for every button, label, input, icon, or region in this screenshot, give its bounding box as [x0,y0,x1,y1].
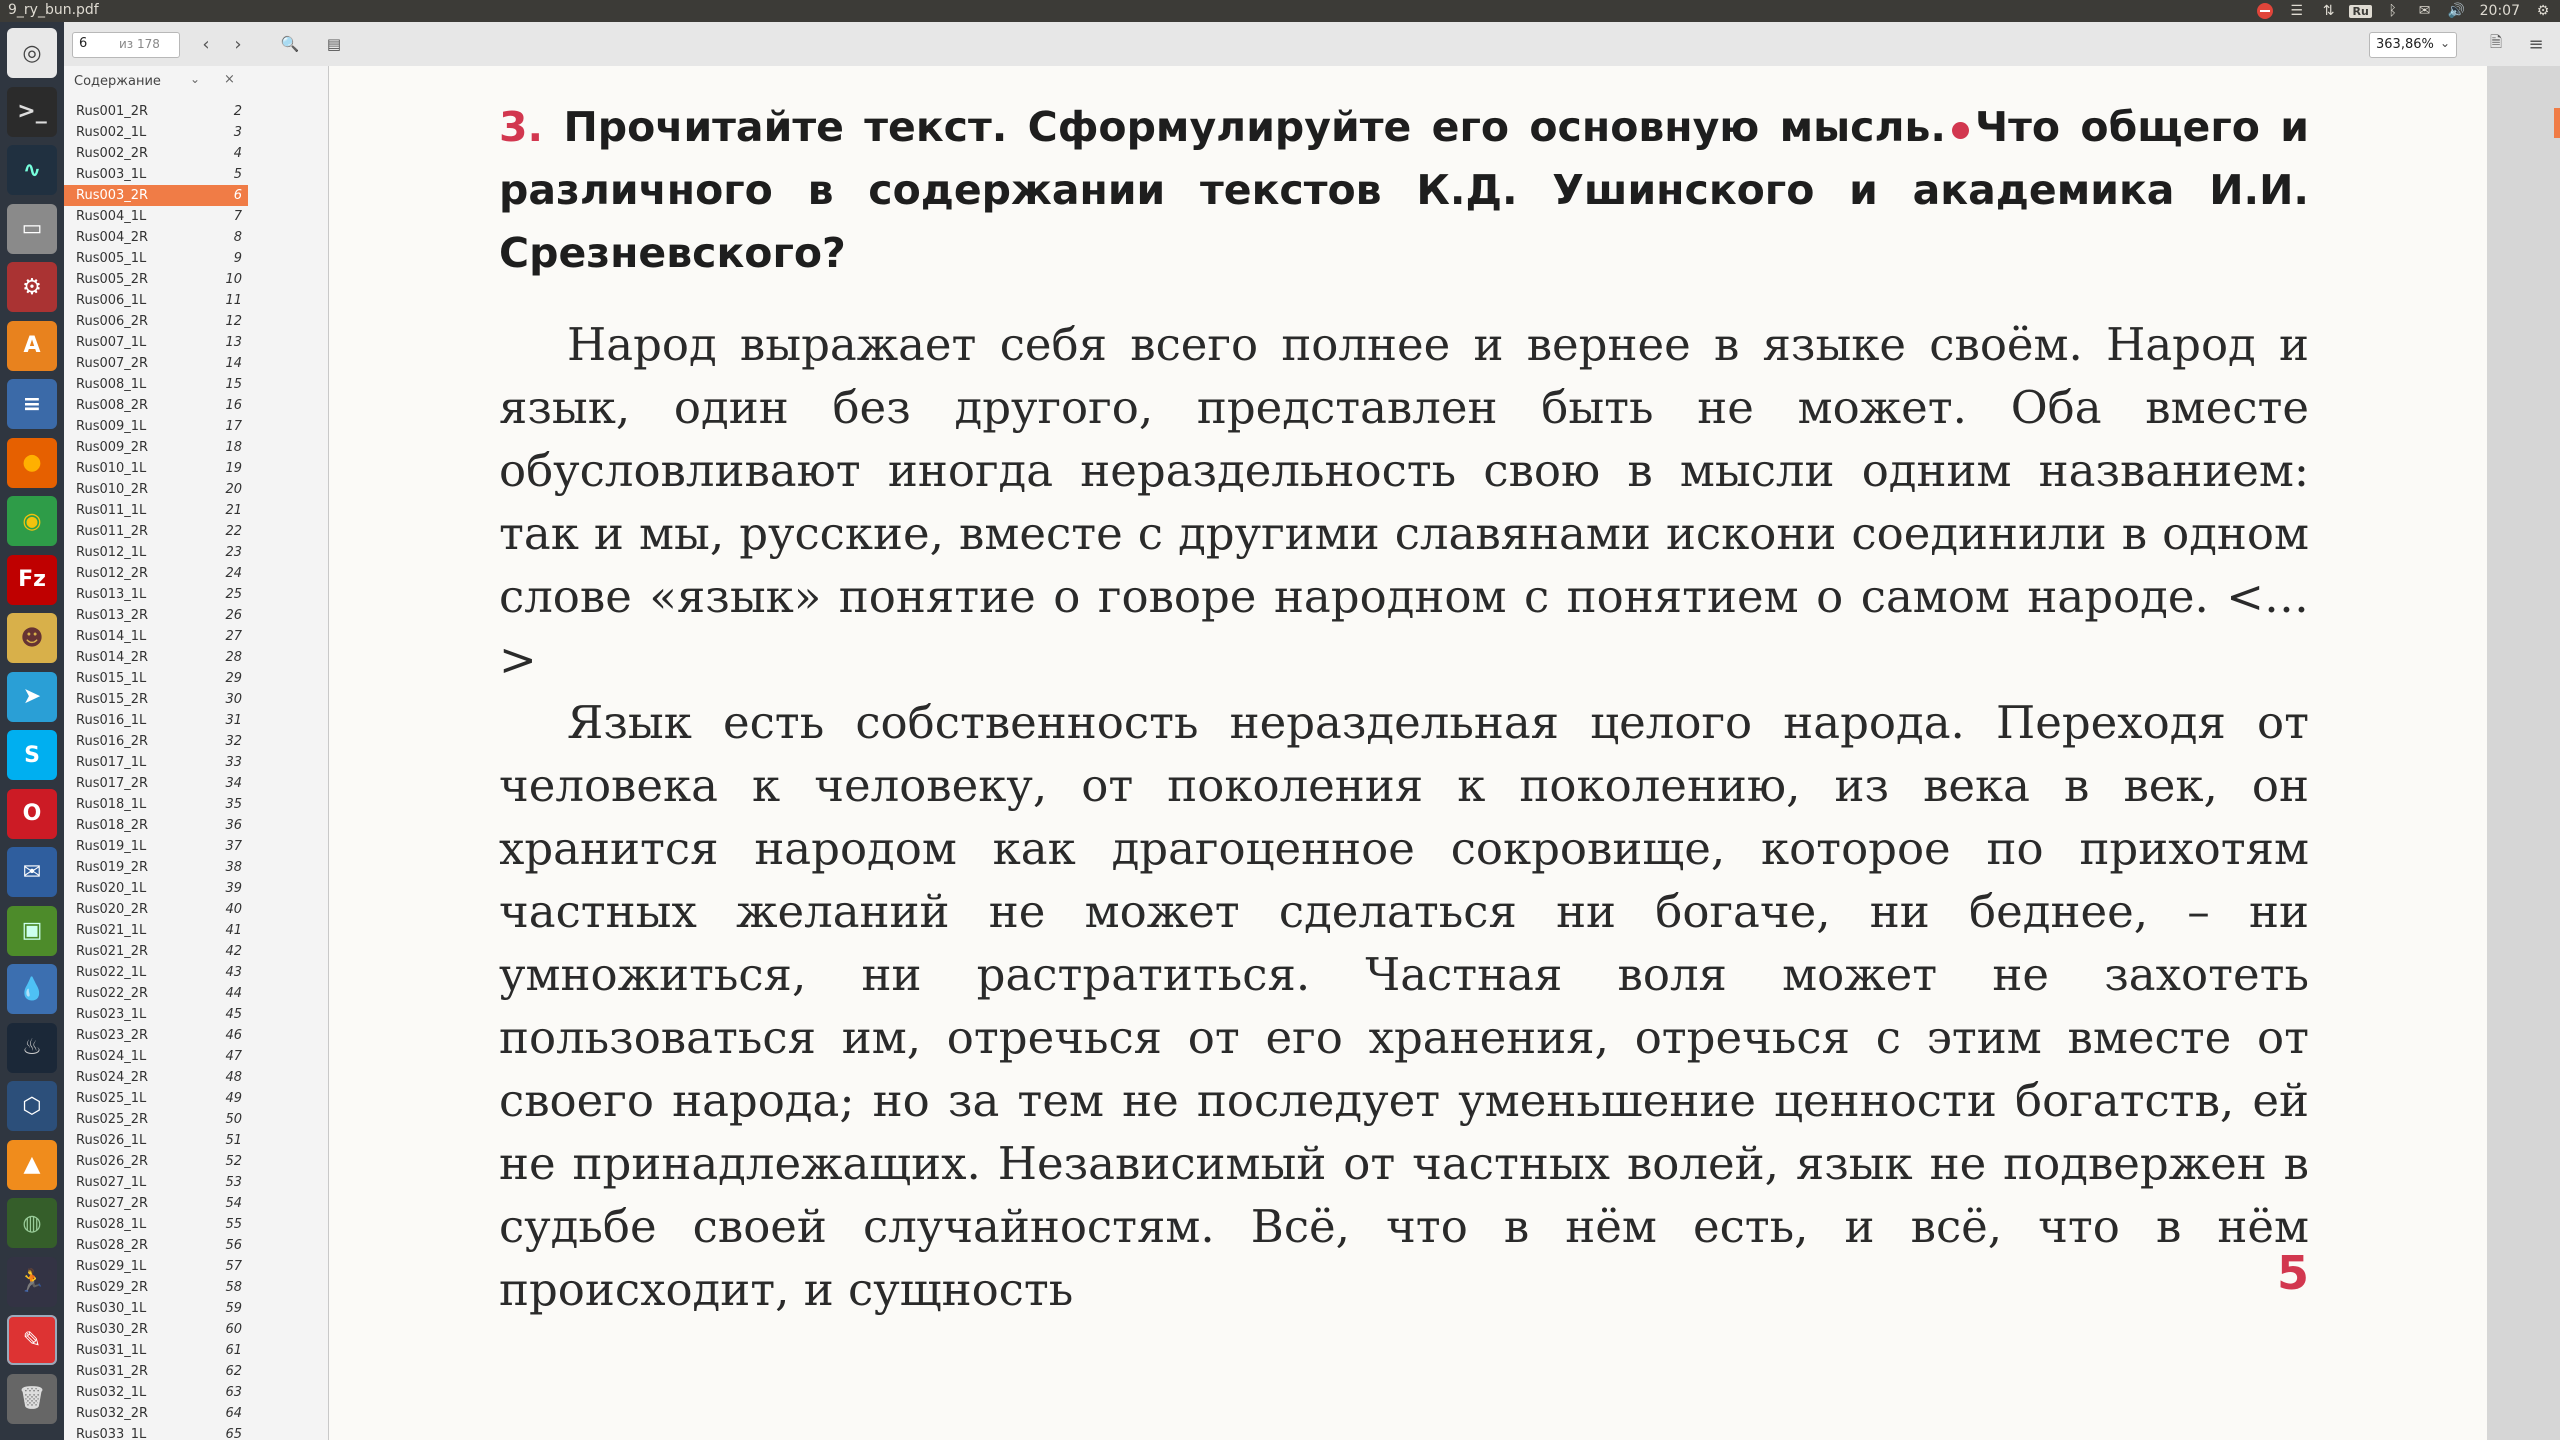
outline-item-label: Rus004_1L [76,209,147,224]
trash-icon[interactable]: 🗑 [7,1374,57,1424]
outline-item-label: Rus011_1L [76,503,147,518]
outline-item[interactable] [64,1046,248,1067]
outline-item-label: Rus015_2R [76,692,149,707]
outline-item-page: 37 [225,839,242,854]
outline-item[interactable] [64,962,248,983]
outline-item-page: 6 [233,188,242,203]
outline-item-label: Rus022_1L [76,965,147,980]
outline-item-label: Rus006_2R [76,314,149,329]
outline-item-page: 28 [225,650,242,665]
outline-item-label: Rus012_2R [76,566,149,581]
toolbar [64,22,2560,67]
outline-item-page: 4 [233,146,242,161]
outline-item-page: 59 [225,1301,242,1316]
outline-item[interactable] [64,185,248,206]
outline-item[interactable] [64,836,248,857]
outline-item-page: 38 [225,860,242,875]
outline-item[interactable] [64,752,248,773]
outline-item-label: Rus008_1L [76,377,147,392]
outline-item-label: Rus021_1L [76,923,147,938]
gpu-icon[interactable]: ▣ [7,906,57,956]
outline-item-label: Rus005_2R [76,272,149,287]
outline-item-page: 21 [225,503,242,518]
keyboard-layout-indicator[interactable]: Ru [2352,3,2370,19]
outline-item[interactable] [64,1382,248,1403]
outline-item-page: 64 [225,1406,242,1421]
outline-item-page: 32 [225,734,242,749]
outline-item-page: 24 [225,566,242,581]
outline-item[interactable] [64,269,248,290]
outline-item[interactable] [64,122,248,143]
outline-item-page: 11 [225,293,242,308]
outline-item-label: Rus026_1L [76,1133,147,1148]
outline-item-page: 53 [225,1175,242,1190]
do-not-disturb-icon[interactable] [2256,3,2274,19]
outline-item-label: Rus026_2R [76,1154,149,1169]
outline-item-page: 31 [225,713,242,728]
sidebar-title: Содержание [74,74,161,89]
outline-item[interactable] [64,332,248,353]
outline-item-page: 29 [225,671,242,686]
outline-item[interactable] [64,311,248,332]
outline-item[interactable] [64,1277,248,1298]
outline-item-page: 16 [225,398,242,413]
outline-item-label: Rus018_2R [76,818,149,833]
outline-item[interactable] [64,1424,248,1440]
opera-icon[interactable]: O [7,789,57,839]
outline-item-label: Rus005_1L [76,251,147,266]
outline-item-label: Rus024_1L [76,1049,147,1064]
outline-item[interactable] [64,626,248,647]
outline-item[interactable] [64,1130,248,1151]
outline-item-label: Rus019_1L [76,839,147,854]
outline-sidebar [64,66,329,1440]
outline-item-page: 61 [225,1343,242,1358]
outline-item-page: 36 [225,818,242,833]
outline-item[interactable] [64,941,248,962]
outline-item-page: 44 [225,986,242,1001]
outline-item-page: 57 [225,1259,242,1274]
outline-item-label: Rus015_1L [76,671,147,686]
page-number-input[interactable] [72,32,180,58]
outline-item[interactable] [64,584,248,605]
outline-item-page: 20 [225,482,242,497]
outline-item[interactable] [64,1151,248,1172]
software-center-icon[interactable]: A [7,321,57,371]
clock[interactable]: 20:07 [2479,3,2520,19]
outline-item-label: Rus001_2R [76,104,149,119]
game-icon[interactable]: 🏃 [7,1257,57,1307]
outline-item-label: Rus031_2R [76,1364,149,1379]
search-icon: 🔍 [280,35,300,53]
outline-item[interactable] [64,1214,248,1235]
outline-item-page: 15 [225,377,242,392]
outline-item-label: Rus003_1L [76,167,147,182]
outline-item[interactable] [64,1235,248,1256]
outline-item-label: Rus008_2R [76,398,149,413]
outline-item-label: Rus016_2R [76,734,149,749]
outline-item[interactable] [64,920,248,941]
outline-item-page: 3 [233,125,242,140]
outline-item[interactable] [64,710,248,731]
outline-item-label: Rus030_1L [76,1301,147,1316]
scrollbar-indicator[interactable] [2554,108,2560,138]
outline-item[interactable] [64,353,248,374]
outline-item-label: Rus017_1L [76,755,147,770]
outline-item-page: 22 [225,524,242,539]
mail-icon[interactable]: ✉ [2418,3,2431,19]
outline-item[interactable] [64,1361,248,1382]
outline-item-page: 60 [225,1322,242,1337]
task-heading [499,96,2309,285]
outline-item-page: 33 [225,755,242,770]
outline-item[interactable] [64,731,248,752]
outline-item[interactable] [64,1109,248,1130]
outline-item-label: Rus009_2R [76,440,149,455]
outline-item[interactable] [64,1403,248,1424]
outline-item-label: Rus029_1L [76,1259,147,1274]
outline-item[interactable] [64,1298,248,1319]
outline-item[interactable] [64,878,248,899]
outline-item[interactable] [64,290,248,311]
outline-item[interactable] [64,1004,248,1025]
outline-item-label: Rus031_1L [76,1343,147,1358]
outline-item-page: 9 [233,251,242,266]
outline-item[interactable] [64,983,248,1004]
outline-item-label: Rus025_2R [76,1112,149,1127]
outline-item[interactable] [64,1025,248,1046]
chevron-left-icon: ‹ [202,33,210,55]
terminal-icon[interactable]: >_ [7,87,57,137]
bluetooth-icon[interactable]: ᛒ [2388,3,2397,19]
outline-item[interactable] [64,143,248,164]
outline-item-page: 10 [225,272,242,287]
outline-item-label: Rus032_2R [76,1406,149,1421]
next-page-button[interactable] [224,32,252,56]
outline-item-page: 18 [225,440,242,455]
outline-item-page: 56 [225,1238,242,1253]
page-count: из 178 [119,37,160,51]
outline-item-label: Rus020_1L [76,881,147,896]
outline-item[interactable] [64,1172,248,1193]
outline-item-page: 54 [225,1196,242,1211]
settings-icon[interactable]: ⚙ [7,262,57,312]
outline-item-page: 42 [225,944,242,959]
chevron-right-icon: › [234,33,242,55]
search-button[interactable] [276,32,304,56]
outline-item-page: 39 [225,881,242,896]
outline-item[interactable] [64,1256,248,1277]
outline-item-page: 27 [225,629,242,644]
outline-item-label: Rus022_2R [76,986,149,1001]
thunderbird-icon[interactable]: ✉ [7,847,57,897]
task-question: Что общего и различного в содержании текстов К.Д. Ушинского и академика И.И. Срезневского? [499,103,2310,277]
outline-item-label: Rus007_1L [76,335,147,350]
bullet-dot-icon [1952,122,1969,139]
outline-item-page: 35 [225,797,242,812]
outline-item[interactable] [64,164,248,185]
outline-item-page: 49 [225,1091,242,1106]
outline-item[interactable] [64,668,248,689]
outline-item[interactable] [64,374,248,395]
annotate-icon: 🗎 [2489,32,2503,51]
gear-icon[interactable]: ⚙ [2536,3,2550,19]
outline-item-page: 5 [233,167,242,182]
virtualbox-icon[interactable]: ⬡ [7,1081,57,1131]
outline-item-label: Rus019_2R [76,860,149,875]
outline-item[interactable] [64,479,248,500]
outline-item-label: Rus011_2R [76,524,149,539]
outline-item-label: Rus023_2R [76,1028,149,1043]
outline-item-page: 48 [225,1070,242,1085]
outline-item[interactable] [64,416,248,437]
annotations-button[interactable] [2482,32,2510,56]
document-view[interactable] [329,66,2560,1440]
outline-item[interactable] [64,1067,248,1088]
outline-item-label: Rus006_1L [76,293,147,308]
sidebar-header [64,66,328,96]
outline-item-page: 23 [225,545,242,560]
current-page[interactable]: 6 [79,36,88,51]
vlc-icon[interactable]: ▲ [7,1140,57,1190]
outline-item-page: 13 [225,335,242,350]
outline-item-page: 7 [233,209,242,224]
file-manager-icon[interactable]: ▭ [7,204,57,254]
outline-item-label: Rus014_2R [76,650,149,665]
outline-item-label: Rus018_1L [76,797,147,812]
top-panel [0,0,2560,22]
indicator-menu-icon[interactable]: ☰ [2290,3,2303,19]
outline-item-label: Rus033_1L [76,1427,147,1440]
outline-item[interactable] [64,248,248,269]
water-icon[interactable]: 💧 [7,964,57,1014]
pdf-page [329,66,2487,1440]
outline-item-page: 45 [225,1007,242,1022]
sidebar-icon: ▤ [326,35,342,53]
task-instruction: Прочитайте текст. Сформулируйте его основную мысль. [563,103,1946,151]
outline-item[interactable] [64,437,248,458]
system-tray [2256,0,2552,22]
outline-item-label: Rus012_1L [76,545,147,560]
hamburger-menu-icon: ≡ [2528,33,2544,55]
outline-item-page: 58 [225,1280,242,1295]
outline-item-label: Rus028_2R [76,1238,149,1253]
outline-item[interactable] [64,1088,248,1109]
menu-button[interactable] [2522,32,2550,56]
outline-item-label: Rus003_2R [76,188,149,203]
page-number: 5 [2277,1246,2310,1300]
outline-item-page: 63 [225,1385,242,1400]
outline-item[interactable] [64,899,248,920]
outline-item-page: 46 [225,1028,242,1043]
outline-item-page: 2 [233,104,242,119]
outline-item-label: Rus014_1L [76,629,147,644]
window-title: 9_ry_bun.pdf [8,2,99,18]
outline-item-label: Rus010_1L [76,461,147,476]
page-content [499,96,2309,1321]
outline-item-label: Rus002_2R [76,146,149,161]
outline-item-label: Rus016_1L [76,713,147,728]
outline-item-label: Rus021_2R [76,944,149,959]
network-icon[interactable]: ⇅ [2322,3,2335,19]
outline-item-label: Rus023_1L [76,1007,147,1022]
outline-item-page: 26 [225,608,242,623]
outline-item[interactable] [64,689,248,710]
filezilla-icon[interactable]: Fz [7,555,57,605]
outline-item[interactable] [64,773,248,794]
outline-item-label: Rus010_2R [76,482,149,497]
outline-item-label: Rus017_2R [76,776,149,791]
outline-item-label: Rus020_2R [76,902,149,917]
outline-item[interactable] [64,542,248,563]
document-viewer-icon[interactable]: ✎ [7,1315,57,1365]
outline-item-page: 62 [225,1364,242,1379]
outline-item-label: Rus025_1L [76,1091,147,1106]
pidgin-icon[interactable]: ☻ [7,613,57,663]
outline-item[interactable] [64,227,248,248]
outline-item-label: Rus007_2R [76,356,149,371]
volume-icon[interactable]: 🔊 [2447,3,2466,19]
text-editor-icon[interactable]: ≡ [7,379,57,429]
outline-item[interactable] [64,395,248,416]
globe-icon[interactable]: ◍ [7,1198,57,1248]
outline-item[interactable] [64,521,248,542]
outline-item[interactable] [64,1319,248,1340]
outline-item-page: 19 [225,461,242,476]
chevron-down-icon: ⌄ [2439,36,2450,50]
outline-item[interactable] [64,815,248,836]
text-paragraph-2: Язык есть собственность нераздельная целого народа. Переходя от человека к человеку, от поколения к поколению, из века в век, он хранится народом как драгоценное сокровище, которое по прихотям частных желаний не может сделаться ни богаче, ни беднее, – ни умножиться, ни растратиться. Частная воля может не захотеть пользоваться им, отречься от его хранения, отречься с этим вместе от своего народа; но за тем не последует уменьшение ценности богатств, ей не принадлежащих. Независимый от частных волей, язык не подвержен в судьбе своей случайностям. Всё, что в нём есть, и всё, что в нём происходит, и сущность [499,696,2309,1316]
outline-item-label: Rus013_2R [76,608,149,623]
outline-item-page: 47 [225,1049,242,1064]
outline-item-page: 65 [225,1427,242,1440]
ubuntu-dash-icon[interactable]: ◎ [7,28,57,78]
outline-item-page: 55 [225,1217,242,1232]
zoom-select[interactable] [2369,32,2457,58]
outline-item-page: 40 [225,902,242,917]
outline-item[interactable] [64,647,248,668]
steam-icon[interactable]: ♨ [7,1023,57,1073]
system-monitor-icon[interactable]: ∿ [7,145,57,195]
outline-item-page: 25 [225,587,242,602]
outline-item-label: Rus004_2R [76,230,149,245]
outline-item[interactable] [64,206,248,227]
close-icon[interactable]: × [224,72,235,87]
outline-item-page: 43 [225,965,242,980]
outline-item[interactable] [64,458,248,479]
outline-item-label: Rus027_2R [76,1196,149,1211]
text-paragraph-1: Народ выражает себя всего полнее и вернее в языке своём. Народ и язык, один без другого, представлен быть не может. Оба вместе обусловливают иногда нераздельность свою в мысли одним названием: так и мы, русские, вместе с другими славянами искони соединили в одном слове «язык» понятие о говоре народном с понятием о самом народе. <…> [499,318,2309,686]
outline-item-page: 17 [225,419,242,434]
outline-item-page: 14 [225,356,242,371]
outline-item-page: 12 [225,314,242,329]
outline-item-page: 34 [225,776,242,791]
outline-item-label: Rus013_1L [76,587,147,602]
outline-item-page: 50 [225,1112,242,1127]
outline-item-label: Rus009_1L [76,419,147,434]
outline-item-label: Rus024_2R [76,1070,149,1085]
outline-item[interactable] [64,1193,248,1214]
outline-item[interactable] [64,794,248,815]
outline-item[interactable] [64,1340,248,1361]
outline-item-label: Rus002_1L [76,125,147,140]
launcher [0,22,64,1440]
chevron-down-icon[interactable]: ⌄ [190,72,201,86]
outline-item-label: Rus029_2R [76,1280,149,1295]
outline-item[interactable] [64,563,248,584]
previous-page-button[interactable] [192,32,220,56]
chrome-icon[interactable]: ◉ [7,496,57,546]
outline-item[interactable] [64,500,248,521]
outline-list [64,101,248,1440]
firefox-icon[interactable]: ● [7,438,57,488]
outline-item-label: Rus027_1L [76,1175,147,1190]
outline-item[interactable] [64,101,248,122]
sidebar-toggle-button[interactable] [320,32,348,56]
outline-item-page: 8 [233,230,242,245]
telegram-icon[interactable]: ➤ [7,672,57,722]
task-number: 3. [499,103,544,151]
outline-item-page: 51 [225,1133,242,1148]
zoom-value: 363,86% [2376,37,2434,52]
outline-item-page: 52 [225,1154,242,1169]
outline-item-label: Rus028_1L [76,1217,147,1232]
outline-item-page: 30 [225,692,242,707]
skype-icon[interactable]: S [7,730,57,780]
outline-item-label: Rus030_2R [76,1322,149,1337]
outline-item-label: Rus032_1L [76,1385,147,1400]
outline-item[interactable] [64,857,248,878]
outline-item[interactable] [64,605,248,626]
outline-item-page: 41 [225,923,242,938]
